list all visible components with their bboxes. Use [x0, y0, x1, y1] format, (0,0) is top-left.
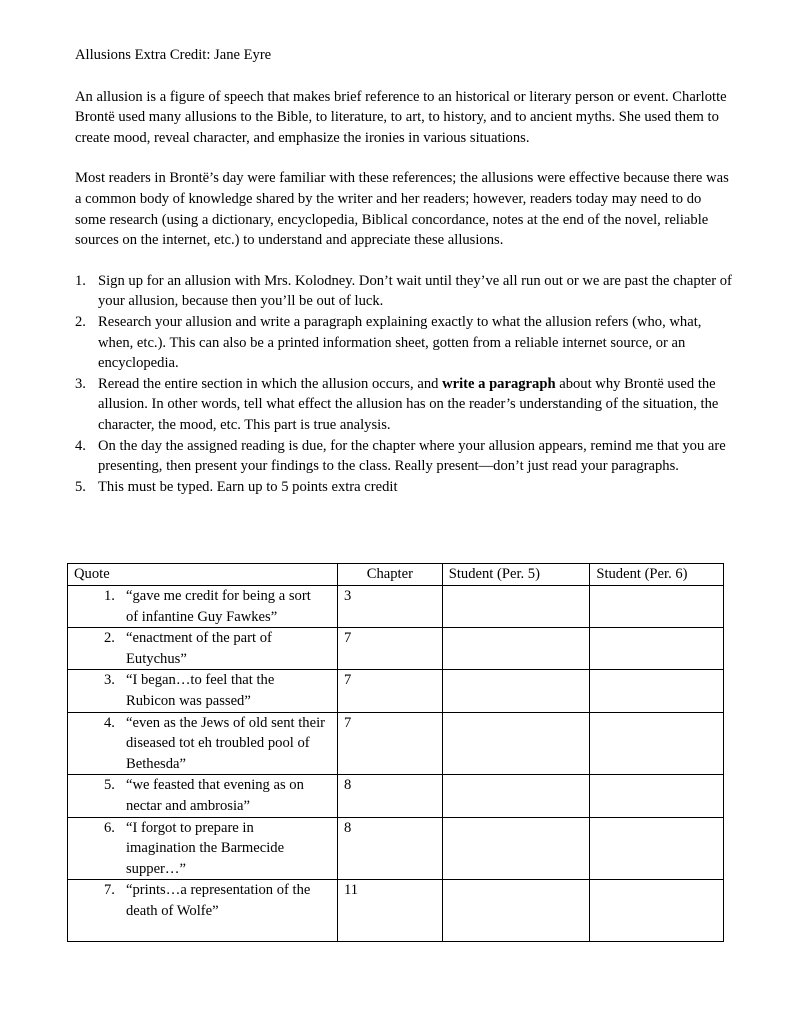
student-per5-column-header: Student (Per. 5) [442, 564, 590, 586]
quote-cell [68, 775, 338, 817]
student-per5-cell[interactable] [442, 712, 590, 775]
instruction-bold-text: write a paragraph [442, 375, 556, 392]
chapter-cell: 8 [337, 775, 442, 817]
page-title: Allusions Extra Credit: Jane Eyre [75, 47, 272, 63]
instruction-item [75, 312, 735, 374]
instruction-text-tail: about why Brontë used the allusion. In other words, tell what effect the allusion has on the reader’s understanding of the situation, the character, the mood, etc. This part is true analysis. [98, 375, 719, 433]
chapter-cell: 7 [337, 670, 442, 712]
quote-cell [68, 880, 338, 942]
intro-paragraph: An allusion is a figure of speech that makes brief reference to an historical or literary person or event. Charlotte Brontë used many allusions to the Bible, to literature, to art, to history, and to ancient myths. She used them to create mood, reveal character, and emphasize the ironies in various situations. [75, 88, 727, 146]
allusion-signup-table [67, 563, 724, 942]
quote-number: 1. [104, 588, 115, 604]
instruction-text: Sign up for an allusion with Mrs. Kolodney. Don’t wait until they’ve all run out or we are past the chapter of your allusion, because then you’ll be out of luck. [98, 272, 732, 310]
chapter-cell: 3 [337, 586, 442, 628]
quote-number: 2. [104, 630, 115, 647]
quote-number: 3. [104, 672, 115, 689]
instruction-text: Research your allusion and write a paragraph explaining exactly to what the allusion refers (who, what, when, etc.). This can also be a printed information sheet, gotten from a reliable internet source, or an encyclopedia. [98, 313, 702, 372]
chapter-cell: 7 [337, 712, 442, 775]
instruction-text: On the day the assigned reading is due, for the chapter where your allusion appears, remind me that you are presenting, then present your findings to the class. Really present—don’t just read your paragraphs. [98, 437, 726, 475]
chapter-column-header: Chapter [337, 564, 442, 586]
instruction-item [75, 436, 735, 477]
quote-text: “prints…a representation of the death of Wolfe” [126, 882, 311, 919]
chapter-cell: 7 [337, 628, 442, 670]
quote-number: 5. [104, 777, 115, 794]
student-per6-cell[interactable] [590, 880, 724, 942]
table-row [68, 586, 724, 628]
instruction-item [75, 271, 735, 312]
quote-text: “enactment of the part of Eutychus” [126, 630, 272, 667]
student-per6-cell[interactable] [590, 775, 724, 817]
instruction-text: This must be typed. Earn up to 5 points extra credit [98, 478, 398, 495]
student-per6-cell[interactable] [590, 586, 724, 628]
quote-cell [68, 670, 338, 712]
quote-number: 7. [104, 882, 115, 899]
student-per6-column-header: Student (Per. 6) [590, 564, 724, 586]
quote-number: 6. [104, 819, 115, 836]
quote-text: “even as the Jews of old sent their diseased tot eh troubled pool of Bethesda” [126, 714, 325, 772]
student-per6-cell[interactable] [590, 628, 724, 670]
instruction-number: 1. [75, 272, 86, 289]
student-per5-cell[interactable] [442, 670, 590, 712]
quote-text: “I began…to feel that the Rubicon was passed” [126, 672, 275, 709]
student-per6-cell[interactable] [590, 712, 724, 775]
quote-text: “I forgot to prepare in imagination the Barmecide supper…” [126, 819, 285, 877]
table-row [68, 670, 724, 712]
quote-column-header: Quote [68, 564, 338, 586]
instruction-text-lead: Reread the entire section in which the allusion occurs, and [98, 375, 443, 392]
instruction-item [75, 477, 735, 498]
student-per5-cell[interactable] [442, 817, 590, 880]
quote-cell [68, 586, 338, 628]
instruction-item [75, 374, 735, 436]
student-per5-cell[interactable] [442, 775, 590, 817]
chapter-cell: 8 [337, 817, 442, 880]
chapter-cell: 11 [337, 880, 442, 942]
student-per5-cell[interactable] [442, 586, 590, 628]
student-per6-cell[interactable] [590, 817, 724, 880]
table-header-row [68, 564, 724, 586]
context-paragraph: Most readers in Brontë’s day were familiar with these references; the allusions were effective because there was a common body of knowledge shared by the writer and her readers; however, readers today may need to do some research (using a dictionary, encyclopedia, Biblical concordance, notes at the end of the novel, reliable sources on the internet, etc.) to understand and appreciate these allusions. [75, 170, 729, 249]
instructions-list [75, 271, 735, 498]
student-per5-cell[interactable] [442, 880, 590, 942]
quote-text: “gave me credit for being a sort of infantine Guy Fawkes” [126, 588, 311, 625]
quote-cell [68, 817, 338, 880]
quote-cell [68, 628, 338, 670]
instruction-number: 3. [75, 375, 86, 392]
table-row [68, 712, 724, 775]
table-row [68, 628, 724, 670]
student-per5-cell[interactable] [442, 628, 590, 670]
instruction-number: 2. [75, 313, 86, 330]
student-per6-cell[interactable] [590, 670, 724, 712]
quote-number: 4. [104, 714, 115, 731]
document-body [75, 45, 735, 497]
quote-text: “we feasted that evening as on nectar and ambrosia” [126, 777, 304, 814]
table-row [68, 880, 724, 942]
instruction-number: 5. [75, 478, 86, 495]
quote-cell [68, 712, 338, 775]
table-row [68, 817, 724, 880]
table-row [68, 775, 724, 817]
instruction-number: 4. [75, 437, 86, 454]
